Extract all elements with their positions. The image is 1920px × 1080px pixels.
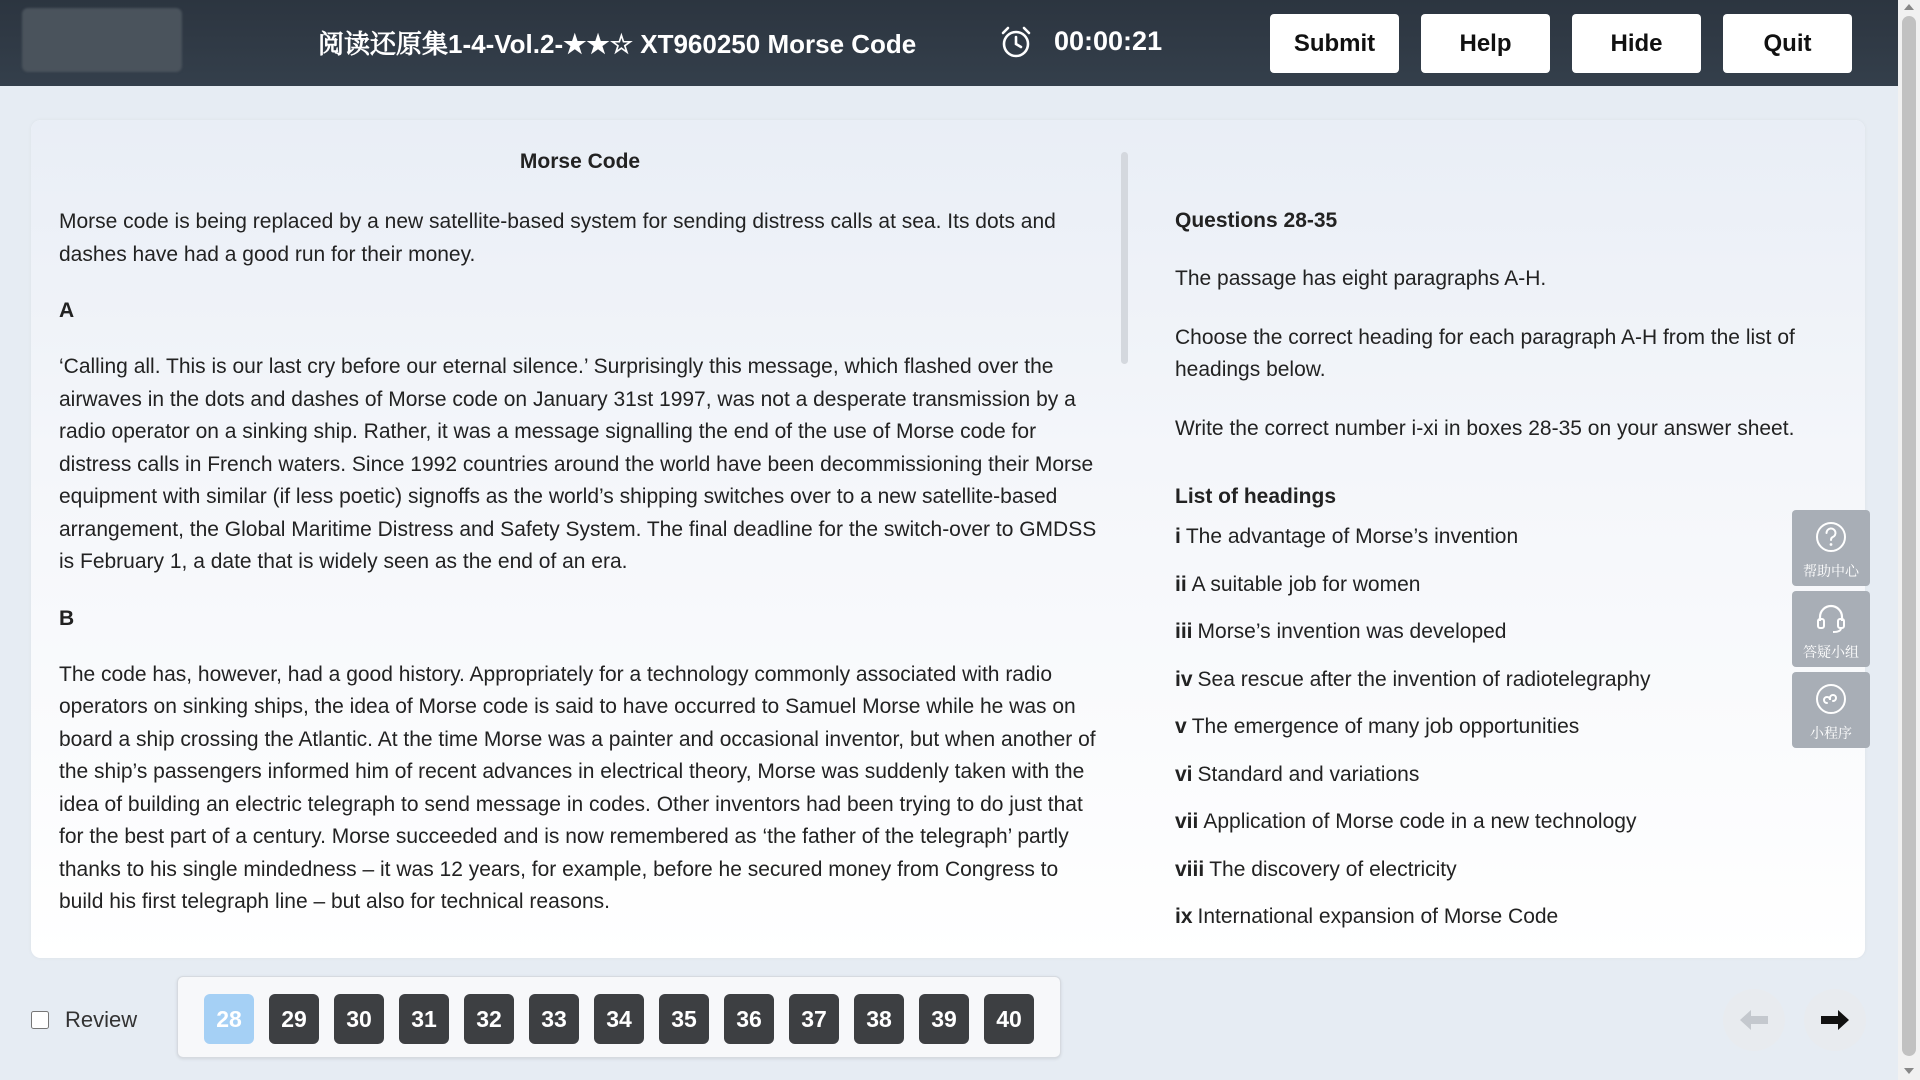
help-button[interactable]: Help	[1421, 14, 1550, 73]
review-checkbox[interactable]	[31, 1011, 49, 1029]
passage-title: Morse Code	[519, 150, 641, 173]
qa-group-button[interactable]	[1792, 591, 1870, 667]
help-center-label: 帮助中心	[1803, 563, 1859, 579]
heading-item: iii Morse’s invention was developed	[1175, 620, 1507, 643]
arrow-right-icon	[1819, 1008, 1851, 1032]
question-button-35[interactable]: 35	[659, 994, 709, 1044]
help-center-button[interactable]	[1792, 510, 1870, 586]
instruction-1: The passage has eight paragraphs A-H.	[1175, 267, 1547, 290]
instruction-2: Choose the correct heading for each paragraph A-H from the list of headings below.	[1175, 326, 1795, 381]
questions-pane[interactable]	[1175, 120, 1835, 932]
heading-item: ii A suitable job for women	[1175, 572, 1421, 596]
question-button-32[interactable]: 32	[464, 994, 514, 1044]
scrollbar-thumb[interactable]	[1902, 16, 1916, 1056]
question-button-36[interactable]: 36	[724, 994, 774, 1044]
logo	[22, 8, 182, 72]
next-button[interactable]	[1804, 989, 1866, 1051]
paragraph-b: The code has, however, had a good history. Appropriately for a technology commonly associated with radio operators on sinking ships, the idea of Morse code is said to have occurred to Samuel Morse while he was on board a ship crossing the Atlantic. At the time Morse was a painter and occasional inventor, but when another of the ship’s passengers informed him of recent advances in electrical theory, Morse was suddenly taken with the idea of building an electric telegraph to send message in codes. Other inventors had been trying to do just that for the best part of a century. Morse succeeded and is now remembered as ‘the father of the telegraph’ partly thanks to his single mindedness – it was 12 years, for example, before he secured money from Congress to build his first telegraph line – but also for technical reasons.	[59, 662, 1096, 913]
heading-item: i The advantage of Morse’s invention	[1175, 525, 1519, 548]
question-button-31[interactable]: 31	[399, 994, 449, 1044]
question-navigator	[177, 976, 1061, 1058]
question-button-29[interactable]: 29	[269, 994, 319, 1044]
top-bar	[0, 0, 1898, 86]
question-button-38[interactable]: 38	[854, 994, 904, 1044]
paragraph-a: ‘Calling all. This is our last cry before our eternal silence.’ Surprisingly this message, which flashed over the airwaves in the dots and dashes of Morse code on January 31st 1997, was not a desperate transmission by a radio operator on a sinking ship. Rather, it was a message signalling the end of the use of Morse code for distress calls in French waters. Since 1992 countries around the world have been decommissioning their Morse equipment with similar (if less poetic) signoffs as the world’s shipping switches over to a new satellite-based arrangement, the Global Maritime Distress and Safety System. The final deadline for the switch-over to GMDSS is February 1, a date that is widely seen as the end of an era.	[59, 355, 1097, 573]
scroll-down-icon[interactable]	[1904, 1068, 1914, 1074]
passage-intro: Morse code is being replaced by a new satellite-based system for sending distress calls at sea. Its dots and dashes have had a good run for their money.	[59, 210, 1056, 266]
review-toggle[interactable]	[31, 1007, 137, 1033]
heading-item: vii Application of Morse code in a new technology	[1175, 810, 1637, 833]
content-panel	[31, 120, 1865, 958]
pane-resize-handle[interactable]	[1121, 152, 1128, 364]
hide-button[interactable]: Hide	[1572, 14, 1701, 73]
heading-item: v The emergence of many job opportunities	[1175, 715, 1580, 738]
questions-title: Questions 28-35	[1175, 209, 1338, 232]
question-button-39[interactable]: 39	[919, 994, 969, 1044]
question-button-34[interactable]: 34	[594, 994, 644, 1044]
alarm-clock-icon	[998, 24, 1034, 60]
review-label: Review	[65, 1007, 138, 1032]
question-button-37[interactable]: 37	[789, 994, 839, 1044]
question-button-40[interactable]: 40	[984, 994, 1034, 1044]
passage-pane[interactable]	[31, 120, 1121, 958]
heading-item: ix International expansion of Morse Code	[1175, 905, 1559, 928]
question-circle-icon	[1814, 520, 1848, 554]
heading-item: iv Sea rescue after the invention of radiotelegraphy	[1175, 667, 1651, 691]
previous-button[interactable]	[1723, 989, 1785, 1051]
scroll-up-icon[interactable]	[1904, 4, 1914, 10]
page-scrollbar[interactable]	[1898, 0, 1920, 1080]
instruction-3: Write the correct number i-xi in boxes 28-35 on your answer sheet.	[1175, 417, 1795, 440]
miniprogram-icon	[1814, 682, 1848, 716]
heading-item: vi Standard and variations	[1175, 762, 1420, 786]
headset-icon	[1814, 601, 1848, 635]
paragraph-letter-a: A	[59, 299, 75, 322]
submit-button[interactable]: Submit	[1270, 14, 1399, 73]
paragraph-letter-b: B	[59, 606, 75, 630]
quit-button[interactable]: Quit	[1723, 14, 1852, 73]
arrow-left-icon	[1738, 1008, 1770, 1032]
exam-title: 阅读还原集1-4-Vol.2-★★☆ XT960250 Morse Code	[318, 29, 917, 59]
mini-program-button[interactable]	[1792, 672, 1870, 748]
question-button-28[interactable]: 28	[204, 994, 254, 1044]
headings-list-title: List of headings	[1175, 485, 1337, 508]
timer: 00:00:21	[1054, 26, 1163, 56]
heading-item: viii The discovery of electricity	[1175, 857, 1457, 881]
mini-program-label: 小程序	[1810, 725, 1852, 741]
question-button-33[interactable]: 33	[529, 994, 579, 1044]
qa-group-label: 答疑小组	[1803, 644, 1859, 660]
question-button-30[interactable]: 30	[334, 994, 384, 1044]
